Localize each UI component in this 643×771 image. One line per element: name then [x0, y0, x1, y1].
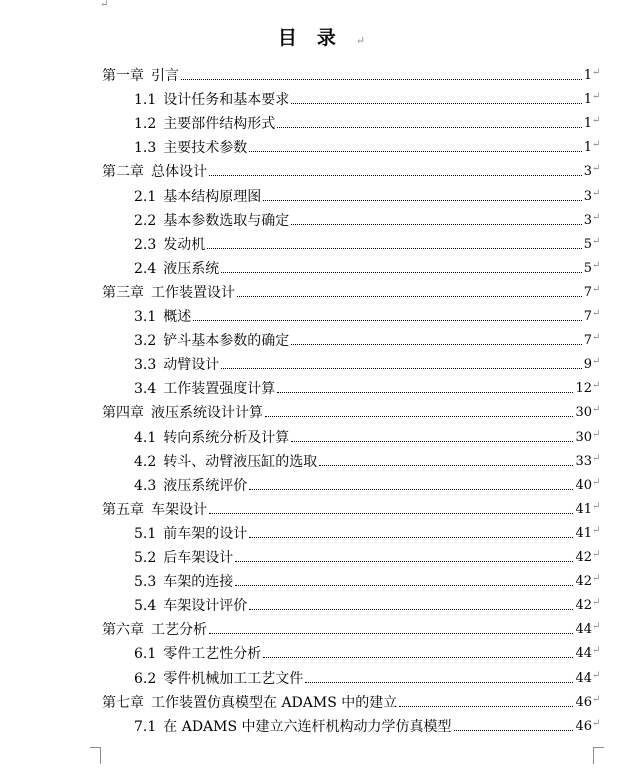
toc-entry[interactable] [134, 663, 592, 687]
paragraph-mark-icon: ↵ [592, 380, 601, 392]
paragraph-mark-icon: ↵ [592, 476, 601, 488]
toc-entry-label [134, 719, 452, 735]
toc-dot-leader [291, 102, 581, 104]
toc-entry[interactable] [134, 446, 592, 470]
toc-entry-number: 2.4 [134, 260, 157, 277]
toc-dot-leader [249, 150, 581, 152]
paragraph-mark-icon: ↵ [592, 549, 601, 560]
toc-dot-leader [277, 391, 573, 393]
toc-entry-title: 转向系统分析及计算 [163, 429, 290, 446]
paragraph-mark-icon: ↵ [592, 669, 601, 681]
toc-page-number: 1 [583, 116, 592, 132]
page-title [0, 26, 643, 53]
toc-entry[interactable] [134, 711, 592, 735]
toc-entry-label [134, 261, 219, 277]
paragraph-mark-icon: ↵ [592, 717, 601, 729]
toc-entry[interactable] [134, 108, 592, 132]
paragraph-mark-icon: ↵ [592, 597, 601, 609]
page-corner-mark-left [90, 747, 101, 764]
paragraph-mark-icon: ↵ [592, 404, 601, 416]
toc-entry-number: 第六章 [102, 622, 144, 639]
toc-entry-title: 液压系统 [163, 260, 220, 277]
toc-entry-label [102, 68, 179, 84]
paragraph-mark-icon: ↵ [592, 187, 601, 199]
toc-entry-title: 总体设计 [151, 164, 207, 181]
toc-entry-title: 基本参数选取与确定 [163, 212, 290, 229]
toc-entry[interactable] [134, 373, 592, 397]
toc-page-number: 3 [583, 188, 592, 204]
toc-entry-title: 发动机 [163, 236, 206, 253]
toc-dot-leader [209, 174, 582, 176]
toc-entry-title: 铲斗基本参数的确定 [163, 333, 290, 350]
toc-page-number: 7 [583, 309, 592, 324]
toc-entry-number: 5.4 [134, 598, 157, 615]
toc-entry-label [134, 213, 289, 229]
toc-entry-title: 车架的连接 [163, 574, 234, 591]
toc-dot-leader [235, 560, 573, 562]
toc-entry-number: 3.1 [134, 309, 157, 325]
toc-page-number: 7 [583, 284, 592, 300]
toc-entry-title: 后车架设计 [163, 550, 234, 566]
toc-page-number: 40 [575, 477, 592, 493]
toc-entry-title: 液压系统评价 [163, 477, 248, 494]
toc-entry[interactable] [134, 181, 592, 205]
toc-entry[interactable] [102, 156, 592, 180]
paragraph-mark-icon: ↵ [592, 308, 601, 319]
toc-entry-number: 第七章 [102, 694, 144, 711]
toc-page-number: 5 [583, 260, 592, 276]
toc-entry-number: 3.3 [134, 357, 157, 374]
toc-dot-leader [221, 367, 581, 369]
paragraph-mark-icon: ↵ [592, 91, 601, 103]
toc-entry-label [134, 478, 247, 494]
toc-entry-label [134, 671, 303, 687]
paragraph-mark-icon: ↵ [592, 259, 601, 271]
toc-entry-number: 4.3 [134, 477, 157, 494]
toc-entry-number: 2.3 [134, 236, 157, 253]
toc-entry[interactable] [134, 325, 592, 349]
toc-entry-label [102, 502, 207, 518]
toc-entry[interactable] [134, 253, 592, 277]
toc-entry-number: 第五章 [102, 501, 144, 518]
toc-dot-leader [305, 681, 573, 683]
toc-dot-leader [263, 656, 573, 658]
toc-dot-leader [291, 223, 581, 225]
toc-entry-number: 5.3 [134, 574, 157, 591]
toc-dot-leader [193, 319, 581, 321]
toc-entry[interactable] [134, 542, 592, 566]
toc-entry[interactable] [102, 60, 592, 84]
toc-entry-label [102, 164, 207, 180]
toc-entry-number: 4.2 [134, 453, 157, 470]
paragraph-mark-icon: ↵ [592, 428, 601, 440]
toc-entry-title: 工作装置仿真模型在 ADAMS 中的建立 [151, 694, 398, 711]
toc-entry[interactable] [134, 132, 592, 156]
paragraph-mark-icon: ↵ [592, 211, 601, 223]
toc-entry-number: 7.1 [134, 718, 157, 735]
toc-entry-number: 4.1 [134, 429, 157, 446]
toc-entry-title: 车架设计 [151, 501, 207, 518]
toc-entry-title: 前车架的设计 [163, 525, 248, 542]
toc-page-number: 33 [575, 453, 592, 469]
toc-entry[interactable] [102, 494, 592, 518]
toc-entry-number: 1.1 [134, 92, 157, 109]
toc-entry-label [134, 333, 289, 349]
toc-page-number: 30 [575, 405, 592, 421]
toc-entry[interactable] [102, 614, 592, 638]
toc-page-number: 1 [583, 92, 592, 108]
toc-dot-leader [249, 488, 573, 490]
toc-dot-leader [249, 608, 573, 610]
toc-entry[interactable] [134, 84, 592, 108]
toc-entry-label [102, 622, 207, 638]
toc-entry-label [134, 454, 317, 470]
paragraph-mark-icon: ↵ [592, 283, 601, 295]
toc-dot-leader [181, 78, 582, 80]
toc-entry[interactable] [134, 422, 592, 446]
toc-dot-leader [291, 440, 573, 442]
toc-dot-leader [319, 464, 573, 466]
page-corner-mark-right [593, 747, 604, 764]
toc-entry-number: 6.1 [134, 646, 157, 663]
paragraph-mark-icon: ↵ [592, 235, 601, 247]
toc-entry-label [134, 381, 275, 397]
toc-page-number: 9 [583, 357, 592, 373]
paragraph-mark-icon: ↵ [592, 693, 601, 705]
toc-entry-label [102, 405, 263, 421]
toc-entry-title: 基本结构原理图 [163, 188, 262, 205]
toc-entry-number: 第一章 [102, 68, 144, 84]
toc-page-number: 3 [583, 164, 592, 180]
toc-dot-leader [277, 126, 581, 128]
toc-page-number: 30 [575, 429, 592, 445]
paragraph-mark-icon: ↵ [592, 115, 601, 127]
toc-entry[interactable] [134, 349, 592, 373]
paragraph-mark-icon: ↵ [592, 139, 601, 151]
paragraph-mark-icon: ↵ [592, 524, 601, 536]
toc-entry-label [134, 140, 247, 156]
toc-entry[interactable] [102, 687, 592, 711]
toc-page-number: 44 [575, 670, 592, 686]
toc-entry-label [134, 116, 275, 132]
toc-dot-leader [265, 415, 573, 417]
toc-page-number: 44 [575, 622, 592, 638]
toc-entry-title: 引言 [151, 68, 179, 84]
toc-page-number: 1 [583, 140, 592, 156]
paragraph-mark-icon: ↵ [592, 621, 601, 633]
toc-entry-title: 在 ADAMS 中建立六连杆机构动力学仿真模型 [163, 718, 452, 735]
toc-entry[interactable] [134, 301, 592, 325]
toc-entry-title: 主要技术参数 [163, 140, 248, 157]
toc-entry-title: 工作装置强度计算 [163, 381, 276, 398]
toc-dot-leader [263, 199, 581, 201]
toc-page-number: 42 [575, 598, 592, 614]
toc-entry-number: 1.2 [134, 116, 157, 133]
toc-page-number: 5 [583, 236, 592, 252]
paragraph-mark-icon: ↵ [592, 645, 601, 657]
toc-entry-title: 零件机械加工工艺文件 [163, 670, 304, 687]
toc-page-number: 1 [583, 68, 592, 83]
toc-dot-leader [207, 247, 581, 249]
paragraph-mark-icon: ↵ [592, 452, 601, 464]
toc-page-number: 3 [583, 212, 592, 228]
toc-entry-label [134, 574, 233, 590]
toc-dot-leader [249, 536, 573, 538]
toc-entry-label [134, 237, 205, 253]
toc-entry-label [134, 550, 233, 566]
toc-entry-label [134, 189, 261, 205]
paragraph-mark-icon: ↵ [355, 34, 366, 47]
toc-entry-number: 1.3 [134, 140, 157, 157]
toc-entry-title: 工作装置设计 [151, 284, 235, 301]
toc-entry-number: 2.2 [134, 212, 157, 229]
toc-entry[interactable] [102, 397, 592, 421]
toc-entry-title: 动臂设计 [163, 357, 220, 374]
toc-dot-leader [237, 295, 582, 297]
toc-entry[interactable] [134, 518, 592, 542]
toc-page-number: 44 [575, 646, 592, 662]
toc-entry-title: 设计任务和基本要求 [163, 92, 290, 109]
toc-dot-leader [209, 632, 573, 634]
toc-entry-number: 6.2 [134, 670, 157, 687]
toc-entry-label [134, 598, 247, 614]
toc-entry-label [134, 646, 261, 662]
toc-entry-title: 转斗、动臂液压缸的选取 [163, 453, 318, 470]
toc-page-number: 41 [575, 525, 592, 541]
toc-entry-label [134, 92, 289, 108]
toc-page-number: 41 [575, 501, 592, 517]
toc-entry-title: 车架设计评价 [163, 598, 248, 615]
toc-entry[interactable] [134, 470, 592, 494]
toc-entry-title: 工艺分析 [151, 622, 207, 639]
toc-entry-number: 第四章 [102, 405, 144, 422]
title-text: 目录 [277, 27, 356, 49]
toc-entry-number: 2.1 [134, 188, 157, 205]
toc-entry-title: 概述 [163, 309, 192, 325]
paragraph-mark-icon: ↵ [592, 500, 601, 512]
toc-entry-number: 3.2 [134, 333, 157, 350]
toc-page-number: 7 [583, 333, 592, 349]
toc-entry-number: 5.1 [134, 525, 157, 542]
toc-entry-title: 液压系统设计计算 [151, 405, 263, 422]
toc-page-number: 46 [575, 718, 592, 734]
toc-entry-label [102, 285, 235, 301]
toc-dot-leader [209, 512, 573, 514]
toc-page-number: 46 [575, 694, 592, 710]
toc-entry-title: 零件工艺性分析 [163, 646, 262, 663]
toc-dot-leader [454, 729, 574, 731]
toc-entry-number: 5.2 [134, 550, 157, 566]
toc-entry[interactable] [134, 229, 592, 253]
paragraph-mark-icon: ↵ [592, 573, 601, 585]
paragraph-mark-icon: ↵ [592, 332, 601, 344]
paragraph-mark-icon: ↵ [592, 67, 601, 78]
toc-entry[interactable] [134, 590, 592, 614]
toc-entry-number: 第二章 [102, 164, 144, 181]
toc-entry-label [134, 309, 191, 325]
paragraph-mark-icon: ↵ [592, 163, 601, 175]
toc-page-number: 42 [575, 574, 592, 590]
toc-page-number: 42 [575, 550, 592, 565]
toc-entry-title: 主要部件结构形式 [163, 116, 276, 133]
paragraph-mark-icon: ↵ [100, 0, 109, 10]
toc-entry[interactable] [134, 566, 592, 590]
toc-entry-number: 3.4 [134, 381, 157, 398]
toc-dot-leader [291, 343, 581, 345]
toc-entry-label [134, 357, 219, 373]
toc-entry-label [134, 430, 289, 446]
toc-entry[interactable] [134, 205, 592, 229]
toc-entry[interactable] [102, 277, 592, 301]
paragraph-mark-icon: ↵ [592, 356, 601, 368]
toc-page-number: 12 [575, 381, 592, 397]
toc-entry-label [102, 695, 397, 711]
toc-entry[interactable] [134, 638, 592, 662]
toc-entry-number: 第三章 [102, 284, 144, 301]
toc-dot-leader [399, 705, 573, 707]
toc-dot-leader [221, 271, 581, 273]
toc-dot-leader [235, 584, 573, 586]
toc-entry-label [134, 526, 247, 542]
